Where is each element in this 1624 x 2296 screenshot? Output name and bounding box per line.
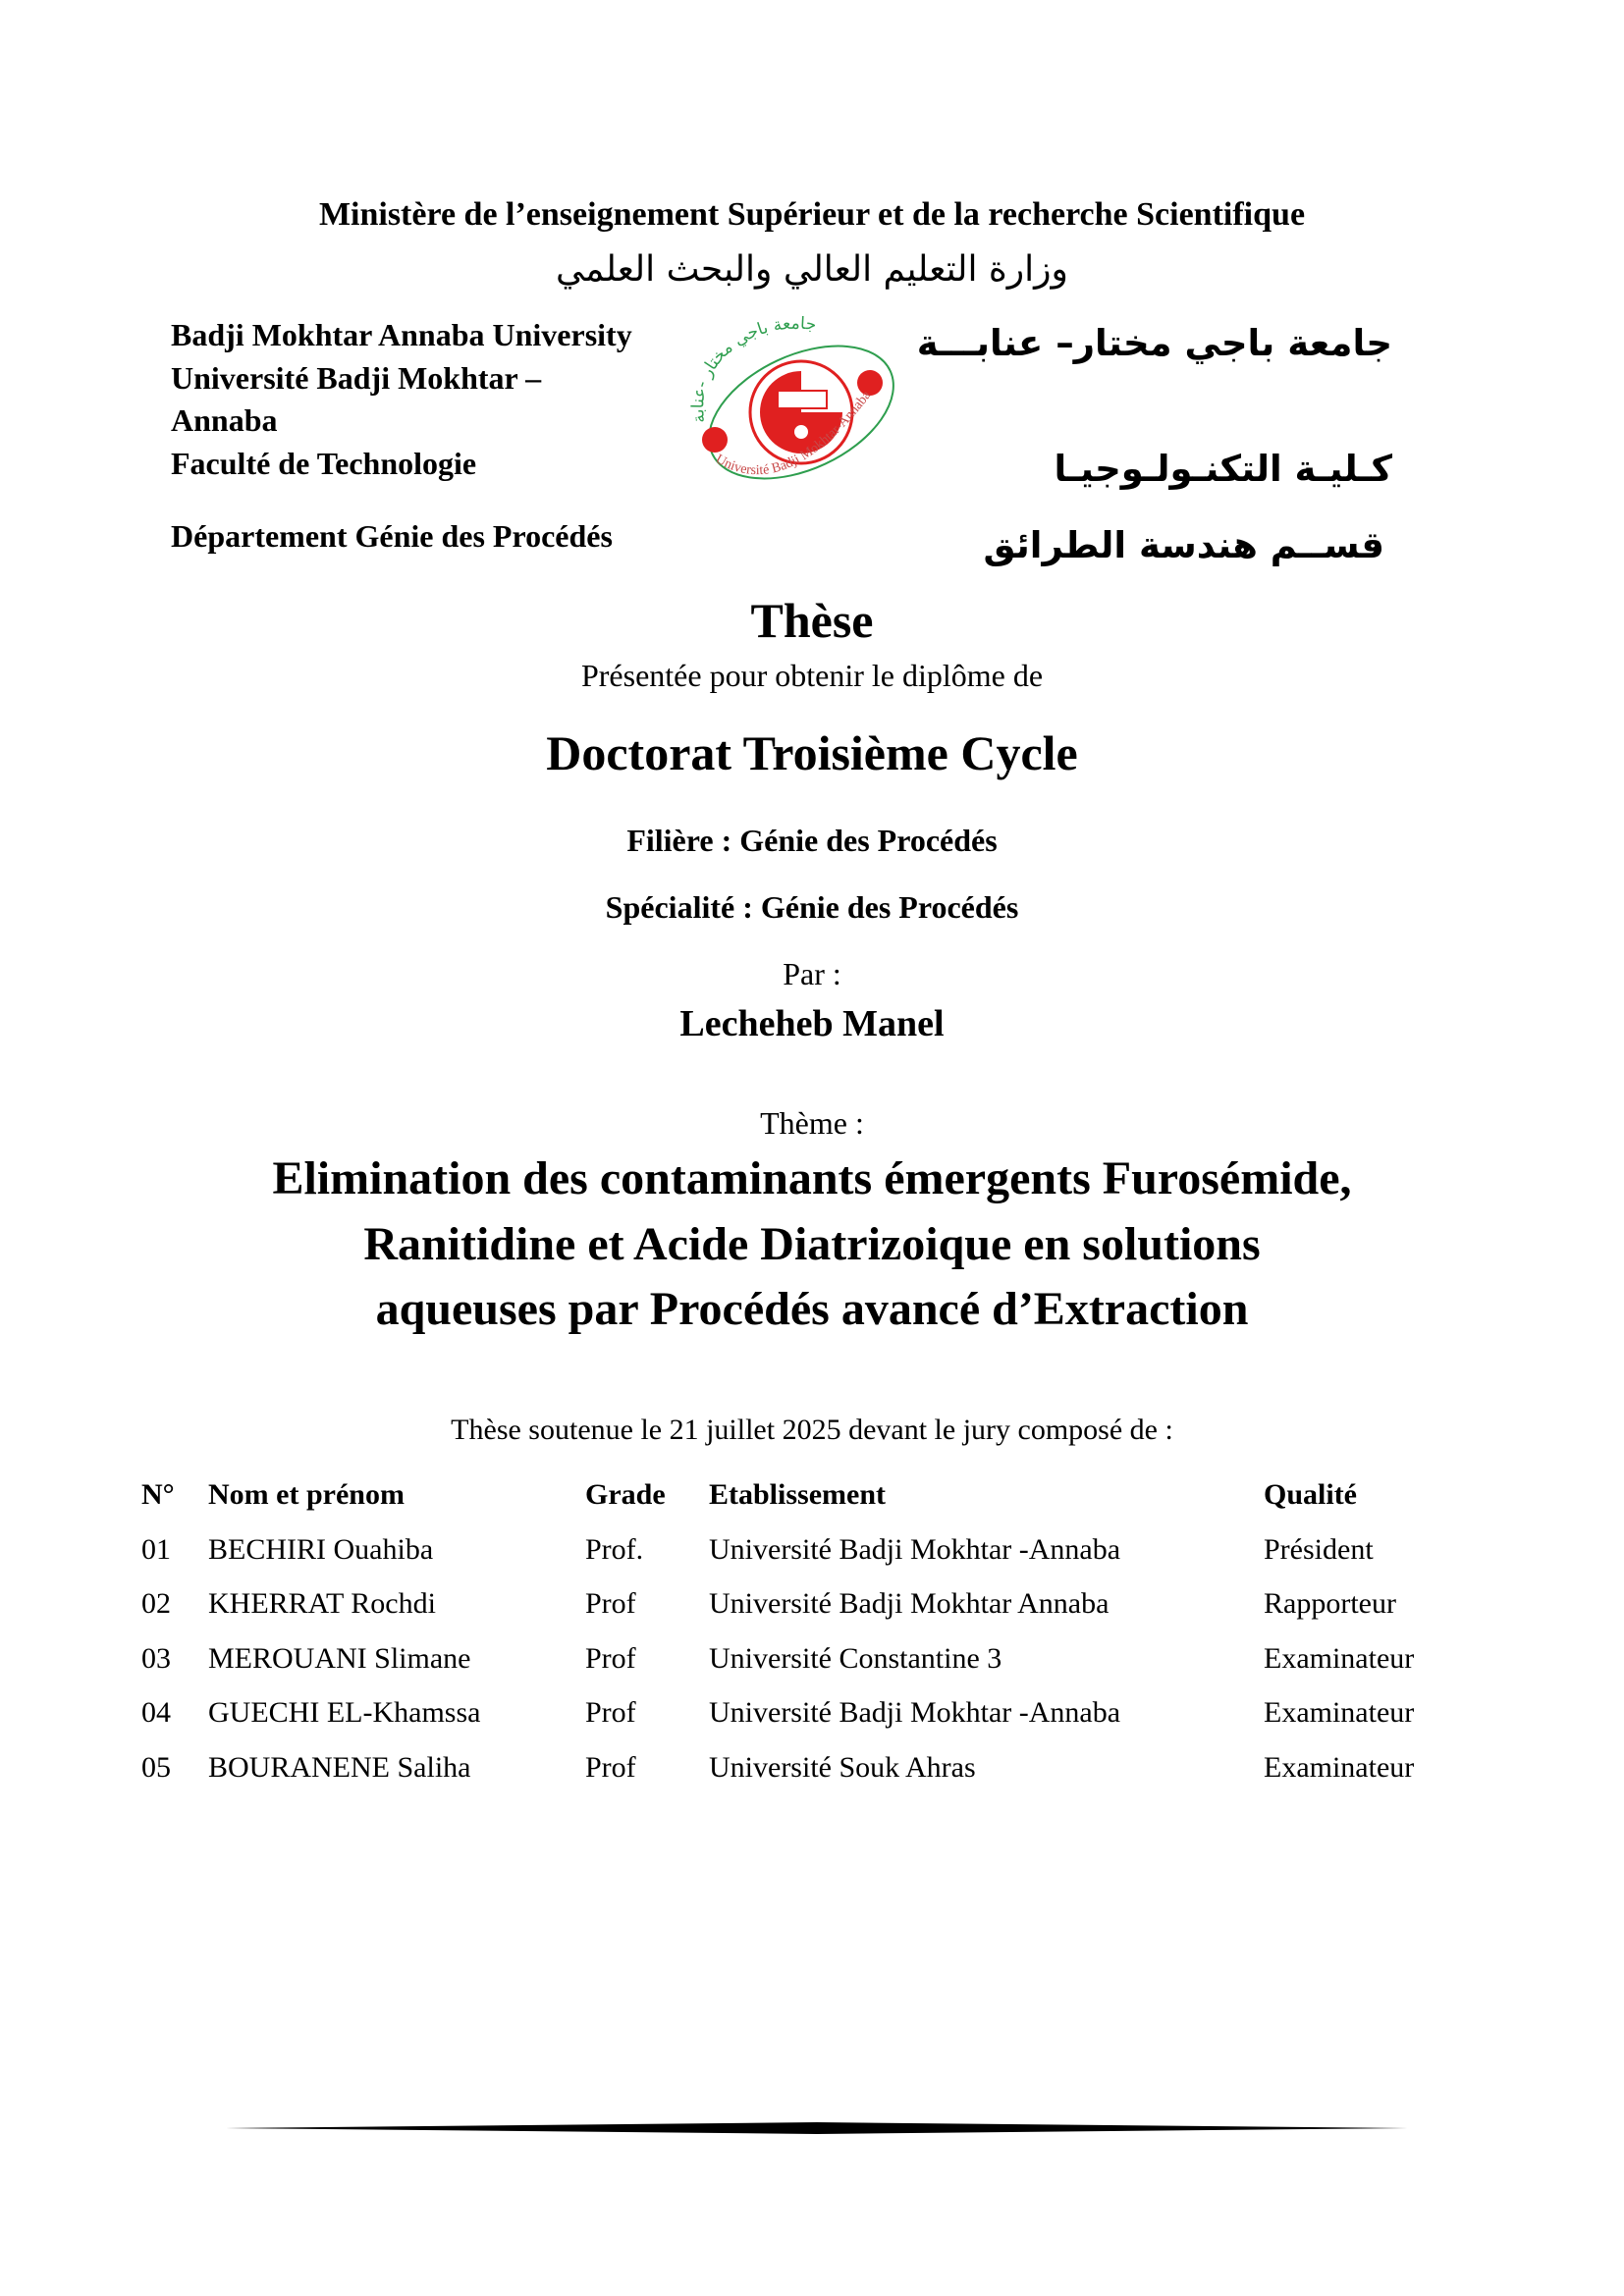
university-city: Annaba <box>171 402 278 438</box>
jury-institution: Université Constantine 3 <box>709 1642 1002 1675</box>
jury-name: BOURANENE Saliha <box>208 1751 471 1784</box>
thesis-title-line-2: Ranitidine et Acide Diatrizoique en solutions <box>363 1218 1261 1270</box>
jury-institution: Université Souk Ahras <box>709 1751 976 1784</box>
defense-statement: Thèse soutenue le 21 juillet 2025 devant le jury composé de : <box>451 1414 1173 1446</box>
column-header-grade: Grade <box>585 1478 666 1511</box>
jury-grade: Prof <box>585 1642 636 1675</box>
university-logo <box>676 314 921 501</box>
degree-title: Doctorat Troisième Cycle <box>546 725 1078 780</box>
jury-name: BECHIRI Ouahiba <box>208 1533 434 1566</box>
decorative-divider <box>226 2118 1408 2138</box>
jury-grade: Prof <box>585 1751 636 1784</box>
faculty-name-ar: كـليـة التكنـولـوجيـا <box>1054 448 1392 490</box>
author-name: Lecheheb Manel <box>679 1003 945 1044</box>
jury-role: Président <box>1264 1533 1374 1566</box>
thesis-title-line-3: aqueuses par Procédés avancé d’Extraction <box>375 1283 1249 1335</box>
jury-institution: Université Badji Mokhtar -Annaba <box>709 1696 1121 1729</box>
thesis-title-line-1: Elimination des contaminants émergents Furosémide, <box>272 1152 1352 1204</box>
jury-grade: Prof <box>585 1587 636 1620</box>
jury-role: Examinateur <box>1264 1751 1415 1784</box>
column-header-role: Qualité <box>1264 1478 1357 1511</box>
university-info-fr <box>171 314 632 485</box>
faculty-name-fr: Faculté de Technologie <box>171 445 477 481</box>
jury-role: Examinateur <box>1264 1642 1415 1675</box>
specialty: Spécialité : Génie des Procédés <box>605 889 1019 925</box>
column-header-number: N° <box>141 1478 175 1511</box>
jury-number: 05 <box>141 1751 171 1784</box>
university-name-en: Badji Mokhtar Annaba University <box>171 317 632 352</box>
jury-institution: Université Badji Mokhtar Annaba <box>709 1587 1110 1620</box>
jury-number: 01 <box>141 1533 171 1566</box>
university-logo-icon <box>676 314 921 501</box>
ministry-title-fr: Ministère de l’enseignement Supérieur et de la recherche Scientifique <box>318 196 1306 233</box>
logo-arabic-text: جامعة باجي مختار -عنابة <box>688 314 818 425</box>
document-type: Thèse <box>750 593 874 648</box>
jury-role: Rapporteur <box>1264 1587 1396 1620</box>
jury-number: 02 <box>141 1587 171 1620</box>
jury-name: GUECHI EL-Khamssa <box>208 1696 481 1729</box>
university-name-fr: Université Badji Mokhtar – <box>171 359 542 396</box>
jury-grade: Prof. <box>585 1533 644 1566</box>
jury-grade: Prof <box>585 1696 636 1729</box>
by-label: Par : <box>783 956 841 991</box>
jury-role: Examinateur <box>1264 1696 1415 1729</box>
column-header-name: Nom et prénom <box>208 1478 405 1511</box>
jury-institution: Université Badji Mokhtar -Annaba <box>709 1533 1121 1566</box>
logo-latin-text: Université Badji Mokhtar-Annaba <box>713 388 875 479</box>
theme-label: Thème : <box>760 1105 864 1141</box>
column-header-institution: Etablissement <box>709 1478 886 1511</box>
jury-name: MEROUANI Slimane <box>208 1642 471 1675</box>
department-name-fr: Département Génie des Procédés <box>171 518 613 554</box>
jury-number: 03 <box>141 1642 171 1675</box>
jury-number: 04 <box>141 1696 171 1729</box>
ministry-title-ar: وزارة التعليم العالي والبحث العلمي <box>556 249 1068 290</box>
jury-name: KHERRAT Rochdi <box>208 1587 436 1620</box>
university-name-ar: جامعة باجي مختار– عنابـــة <box>916 322 1392 364</box>
presented-for: Présentée pour obtenir le diplôme de <box>580 658 1044 693</box>
department-name-ar: قســم هندسة الطرائق <box>983 524 1384 566</box>
field: Filière : Génie des Procédés <box>626 823 998 858</box>
